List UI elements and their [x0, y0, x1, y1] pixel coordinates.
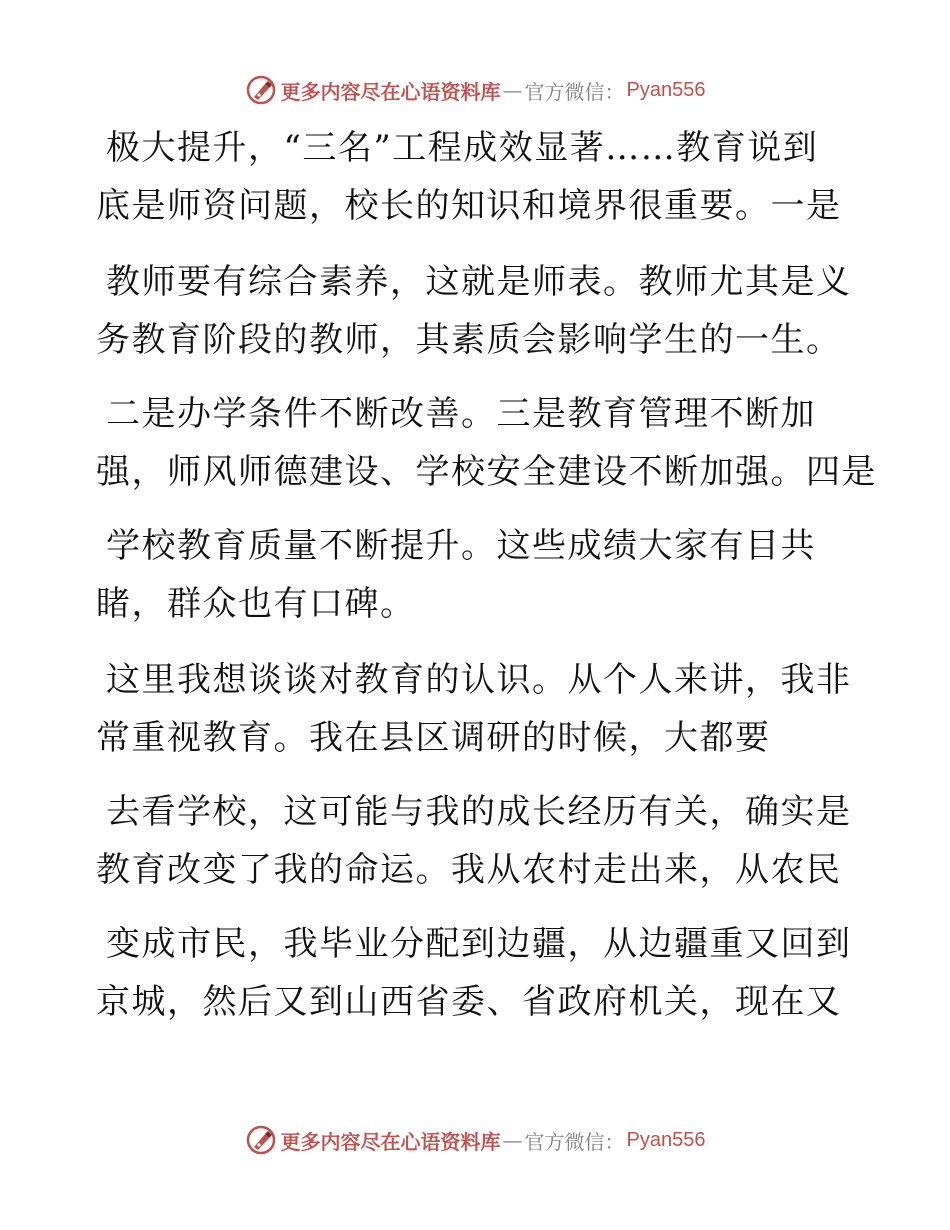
banner-main-text: 更多内容尽在心语资料库 [280, 79, 501, 104]
pen-nib-logo-icon [245, 74, 277, 106]
text-line: 底是师资问题，校长的知识和境界很重要。一是 [96, 186, 842, 226]
text-line: 去看学校，这可能与我的成长经历有关，确实是 [106, 792, 852, 832]
banner-account-id: Pyan556 [626, 1128, 706, 1151]
text-line: 常重视教育。我在县区调研的时候，大都要 [96, 718, 771, 758]
text-line: 二是办学条件不断改善。三是教育管理不断加 [106, 394, 816, 434]
header-banner [0, 70, 950, 110]
text-line: 极大提升，“三名”工程成效显著……教育说到 [106, 128, 819, 168]
banner-separator: — [502, 78, 523, 102]
footer-banner [0, 1120, 950, 1160]
text-line: 京城，然后又到山西省委、省政府机关，现在又 [96, 982, 842, 1022]
banner-separator: — [502, 1128, 523, 1152]
text-line: 这里我想谈谈对教育的认识。从个人来讲，我非 [106, 660, 852, 700]
text-line: 教育改变了我的命运。我从农村走出来，从农民 [96, 850, 842, 890]
banner-main-text: 更多内容尽在心语资料库 [280, 1129, 501, 1154]
banner-sub-text: 官方微信： [524, 79, 625, 104]
banner-account-id: Pyan556 [626, 78, 706, 101]
banner-sub-text: 官方微信： [524, 1129, 625, 1154]
text-line: 务教育阶段的教师，其素质会影响学生的一生。 [96, 320, 842, 360]
text-line: 教师要有综合素养，这就是师表。教师尤其是义 [106, 262, 852, 302]
text-line: 睹，群众也有口碑。 [96, 584, 416, 624]
text-line: 强，师风师德建设、学校安全建设不断加强。四是 [96, 452, 877, 492]
pen-nib-logo-icon [245, 1124, 277, 1156]
text-line: 学校教育质量不断提升。这些成绩大家有目共 [106, 526, 816, 566]
text-line: 变成市民，我毕业分配到边疆，从边疆重又回到 [106, 924, 852, 964]
